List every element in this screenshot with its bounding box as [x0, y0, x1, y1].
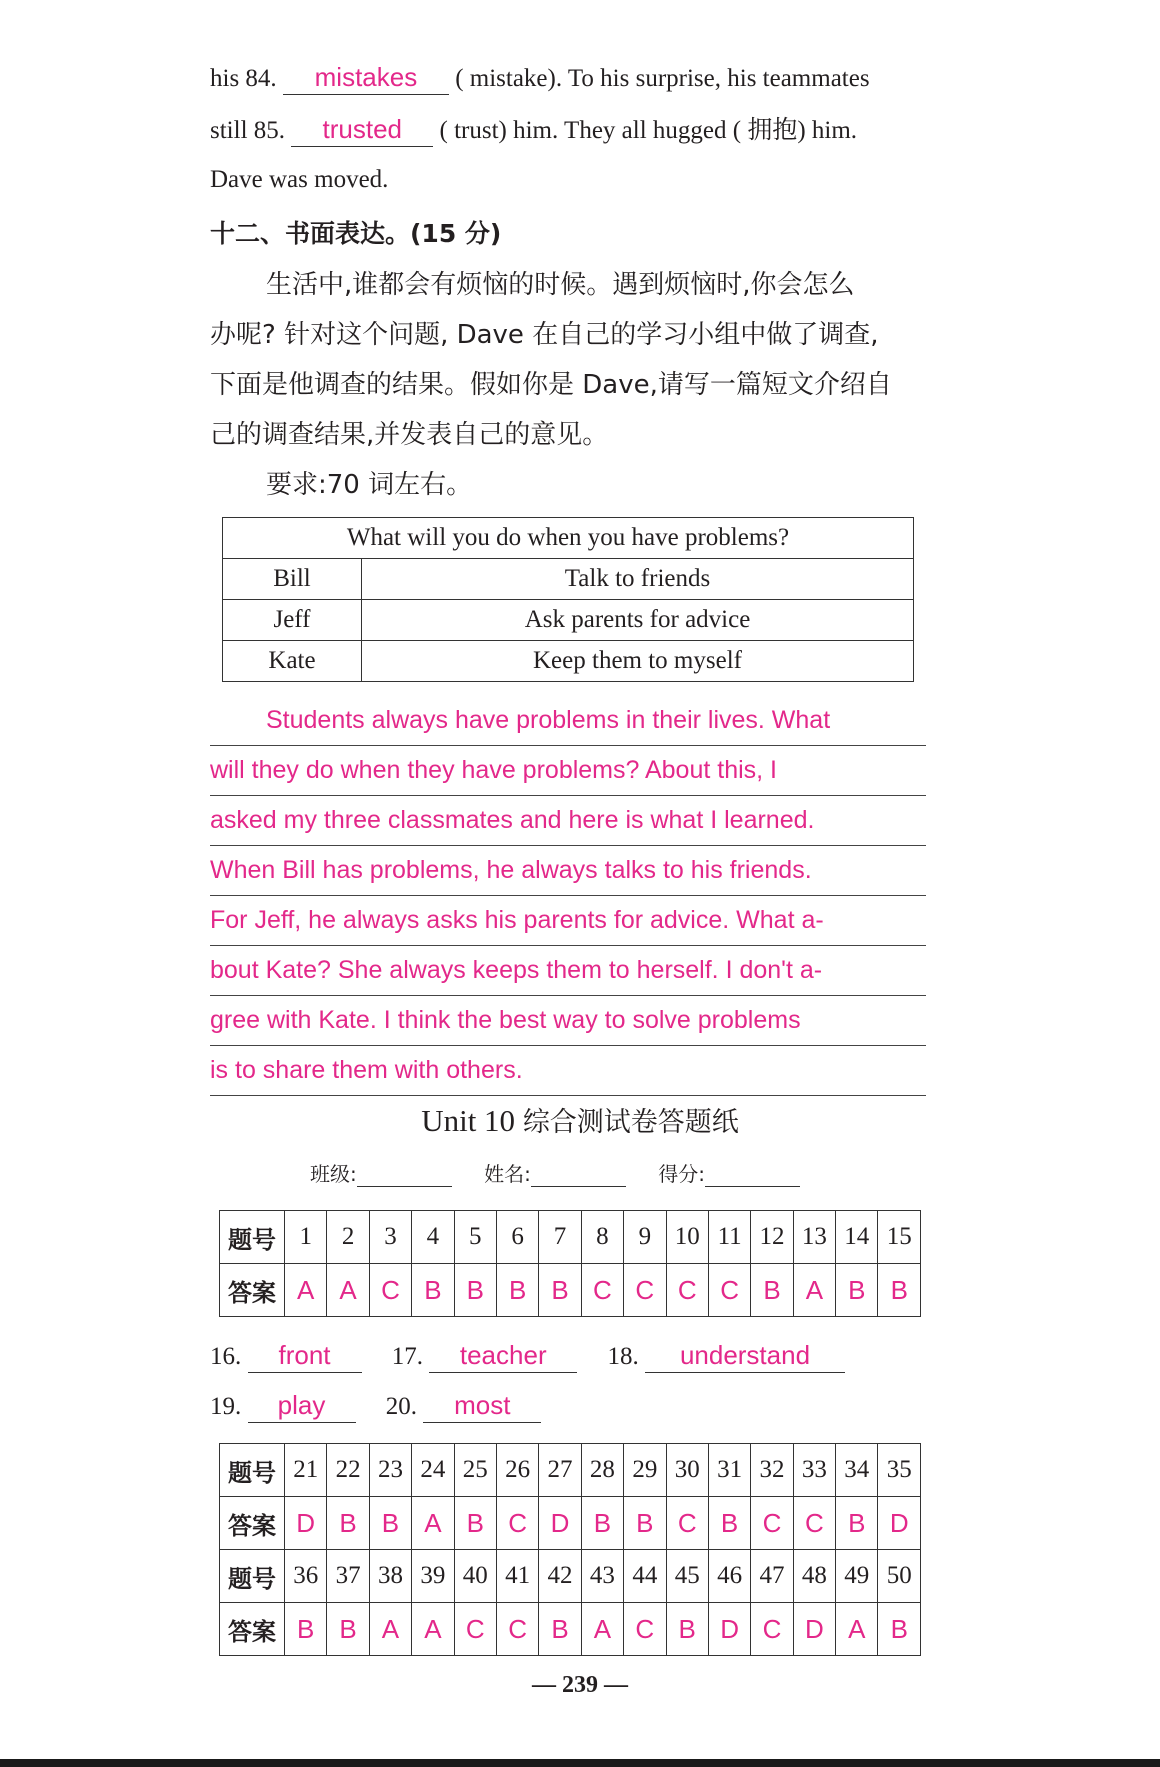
answer-cell: D — [793, 1603, 835, 1656]
question-number-cell: 13 — [793, 1211, 835, 1264]
question-number-cell: 50 — [878, 1550, 921, 1603]
page-number: — 239 — — [532, 1672, 628, 1698]
question-number-cell: 37 — [327, 1550, 369, 1603]
question-number-cell: 5 — [454, 1211, 496, 1264]
question-number-cell: 35 — [878, 1444, 921, 1497]
question-number-cell: 45 — [666, 1550, 708, 1603]
question-number-cell: 42 — [539, 1550, 581, 1603]
passage-text: ( trust) him. They all hugged ( 拥抱) him. — [439, 117, 858, 144]
prompt-line-3: 下面是他调查的结果。假如你是 Dave,请写一篇短文介绍自 — [210, 370, 892, 400]
answer-blank-19: play — [248, 1388, 356, 1423]
answer-blank-85: trusted — [291, 112, 433, 147]
answer-cell: B — [878, 1264, 921, 1317]
question-number-cell: 26 — [496, 1444, 538, 1497]
question-number: 17. — [391, 1343, 423, 1370]
answer-cell: B — [285, 1603, 327, 1656]
answer-cell: C — [581, 1264, 623, 1317]
survey-name: Jeff — [223, 600, 362, 641]
question-number-cell: 49 — [836, 1550, 878, 1603]
answer-cell: B — [624, 1497, 666, 1550]
answer-cell: B — [539, 1603, 581, 1656]
question-number-cell: 21 — [285, 1444, 327, 1497]
question-number-cell: 36 — [285, 1550, 327, 1603]
answer-cell: B — [496, 1264, 538, 1317]
title-unit: Unit 10 — [421, 1103, 516, 1138]
question-number-cell: 29 — [624, 1444, 666, 1497]
answer-cell: A — [412, 1603, 454, 1656]
question-number-cell: 39 — [412, 1550, 454, 1603]
question-number-cell: 7 — [539, 1211, 581, 1264]
question-number: 16. — [210, 1343, 242, 1370]
essay-answer — [210, 696, 926, 1096]
essay-line: For Jeff, he always asks his parents for advice. What a- — [210, 896, 926, 946]
question-number-cell: 14 — [836, 1211, 878, 1264]
answer-blank-84: mistakes — [283, 60, 449, 95]
answer-cell: C — [454, 1603, 496, 1656]
answer-cell: C — [369, 1264, 411, 1317]
answer-cell: C — [666, 1497, 708, 1550]
row-label: 答案 — [220, 1497, 285, 1550]
prompt-line-4: 己的调查结果,并发表自己的意见。 — [210, 420, 609, 450]
passage-line-3: Dave was moved. — [210, 166, 389, 193]
survey-question: What will you do when you have problems? — [223, 518, 914, 559]
prompt-line-2: 办呢? 针对这个问题, Dave 在自己的学习小组中做了调查, — [210, 320, 879, 350]
survey-name: Bill — [223, 559, 362, 600]
answer-cell: A — [327, 1264, 369, 1317]
answer-cell: A — [412, 1497, 454, 1550]
answer-cell: C — [624, 1264, 666, 1317]
question-number-cell: 44 — [624, 1550, 666, 1603]
answer-cell: B — [708, 1497, 750, 1550]
question-number-cell: 27 — [539, 1444, 581, 1497]
row-label: 题号 — [220, 1550, 285, 1603]
passage-text: ( mistake). To his surprise, his teammates — [455, 65, 870, 92]
class-label: 班级: — [310, 1162, 357, 1186]
section-heading: 十二、书面表达。(15 分) — [210, 219, 502, 248]
essay-line: asked my three classmates and here is what I learned. — [210, 796, 926, 846]
score-label: 得分: — [658, 1162, 705, 1186]
passage-line-2 — [210, 110, 857, 147]
essay-line: is to share them with others. — [210, 1046, 926, 1096]
question-number-cell: 28 — [581, 1444, 623, 1497]
question-number-cell: 32 — [751, 1444, 793, 1497]
fill-row-2 — [210, 1388, 541, 1423]
answer-cell: A — [285, 1264, 327, 1317]
answer-cell: D — [878, 1497, 921, 1550]
survey-name: Kate — [223, 641, 362, 682]
question-number-cell: 31 — [708, 1444, 750, 1497]
answer-cell: C — [793, 1497, 835, 1550]
answer-cell: C — [708, 1264, 750, 1317]
answer-table-1-15 — [219, 1210, 921, 1317]
answer-cell: B — [454, 1497, 496, 1550]
survey-answer: Ask parents for advice — [362, 600, 914, 641]
student-info — [310, 1158, 826, 1187]
name-label: 姓名: — [484, 1162, 531, 1186]
name-field[interactable] — [531, 1164, 626, 1187]
answer-cell: B — [666, 1603, 708, 1656]
question-number-cell: 41 — [496, 1550, 538, 1603]
answer-cell: B — [327, 1603, 369, 1656]
answer-table-21-50 — [219, 1443, 921, 1656]
essay-line: bout Kate? She always keeps them to herself. I don't a- — [210, 946, 926, 996]
answer-blank-16: front — [248, 1338, 362, 1373]
survey-answer: Keep them to myself — [362, 641, 914, 682]
question-number-cell: 33 — [793, 1444, 835, 1497]
answer-cell: B — [454, 1264, 496, 1317]
question-number-cell: 40 — [454, 1550, 496, 1603]
question-number: still 85. — [210, 117, 286, 144]
row-label: 答案 — [220, 1603, 285, 1656]
answer-blank-20: most — [423, 1388, 541, 1423]
question-number-cell: 38 — [369, 1550, 411, 1603]
question-number-cell: 9 — [624, 1211, 666, 1264]
fill-row-1 — [210, 1338, 845, 1373]
answer-blank-17: teacher — [429, 1338, 577, 1373]
essay-line: Students always have problems in their lives. What — [210, 696, 926, 746]
class-field[interactable] — [357, 1164, 452, 1187]
essay-line: When Bill has problems, he always talks to his friends. — [210, 846, 926, 896]
answer-cell: B — [836, 1264, 878, 1317]
question-number: 19. — [210, 1393, 242, 1420]
answer-cell: C — [751, 1497, 793, 1550]
requirement: 要求:70 词左右。 — [266, 470, 473, 500]
question-number-cell: 46 — [708, 1550, 750, 1603]
question-number-cell: 2 — [327, 1211, 369, 1264]
question-number-cell: 11 — [708, 1211, 750, 1264]
question-number-cell: 23 — [369, 1444, 411, 1497]
answer-cell: C — [496, 1603, 538, 1656]
question-number-cell: 4 — [412, 1211, 454, 1264]
answer-cell: B — [412, 1264, 454, 1317]
answer-cell: D — [285, 1497, 327, 1550]
question-number-cell: 34 — [836, 1444, 878, 1497]
title-cn: 综合测试卷答题纸 — [522, 1107, 739, 1138]
answer-cell: A — [369, 1603, 411, 1656]
question-number-cell: 43 — [581, 1550, 623, 1603]
survey-answer: Talk to friends — [362, 559, 914, 600]
answer-cell: A — [793, 1264, 835, 1317]
passage-line-1 — [210, 60, 870, 95]
question-number-cell: 47 — [751, 1550, 793, 1603]
question-number-cell: 12 — [751, 1211, 793, 1264]
answer-cell: C — [751, 1603, 793, 1656]
question-number: 18. — [607, 1343, 639, 1370]
prompt-line-1: 生活中,谁都会有烦恼的时候。遇到烦恼时,你会怎么 — [266, 270, 855, 300]
question-number-cell: 8 — [581, 1211, 623, 1264]
bottom-bar — [0, 1759, 1160, 1767]
answer-cell: C — [666, 1264, 708, 1317]
answer-cell: B — [878, 1603, 921, 1656]
essay-line: gree with Kate. I think the best way to solve problems — [210, 996, 926, 1046]
answer-cell: B — [836, 1497, 878, 1550]
answer-sheet-title — [0, 1100, 1160, 1139]
question-number-cell: 22 — [327, 1444, 369, 1497]
question-number-cell: 6 — [496, 1211, 538, 1264]
question-number-cell: 3 — [369, 1211, 411, 1264]
answer-cell: B — [581, 1497, 623, 1550]
question-number-cell: 25 — [454, 1444, 496, 1497]
question-number-cell: 48 — [793, 1550, 835, 1603]
answer-cell: B — [751, 1264, 793, 1317]
question-number: his 84. — [210, 65, 277, 92]
row-label: 答案 — [220, 1264, 285, 1317]
answer-cell: B — [327, 1497, 369, 1550]
answer-cell: A — [581, 1603, 623, 1656]
row-label: 题号 — [220, 1211, 285, 1264]
answer-cell: C — [624, 1603, 666, 1656]
answer-blank-18: understand — [645, 1338, 845, 1373]
question-number-cell: 15 — [878, 1211, 921, 1264]
answer-cell: C — [496, 1497, 538, 1550]
question-number: 20. — [385, 1393, 417, 1420]
question-number-cell: 1 — [285, 1211, 327, 1264]
answer-cell: D — [539, 1497, 581, 1550]
essay-line: will they do when they have problems? About this, I — [210, 746, 926, 796]
row-label: 题号 — [220, 1444, 285, 1497]
survey-table — [222, 517, 914, 682]
answer-cell: B — [539, 1264, 581, 1317]
score-field[interactable] — [705, 1164, 800, 1187]
question-number-cell: 10 — [666, 1211, 708, 1264]
answer-cell: A — [836, 1603, 878, 1656]
answer-cell: D — [708, 1603, 750, 1656]
answer-cell: B — [369, 1497, 411, 1550]
question-number-cell: 24 — [412, 1444, 454, 1497]
question-number-cell: 30 — [666, 1444, 708, 1497]
